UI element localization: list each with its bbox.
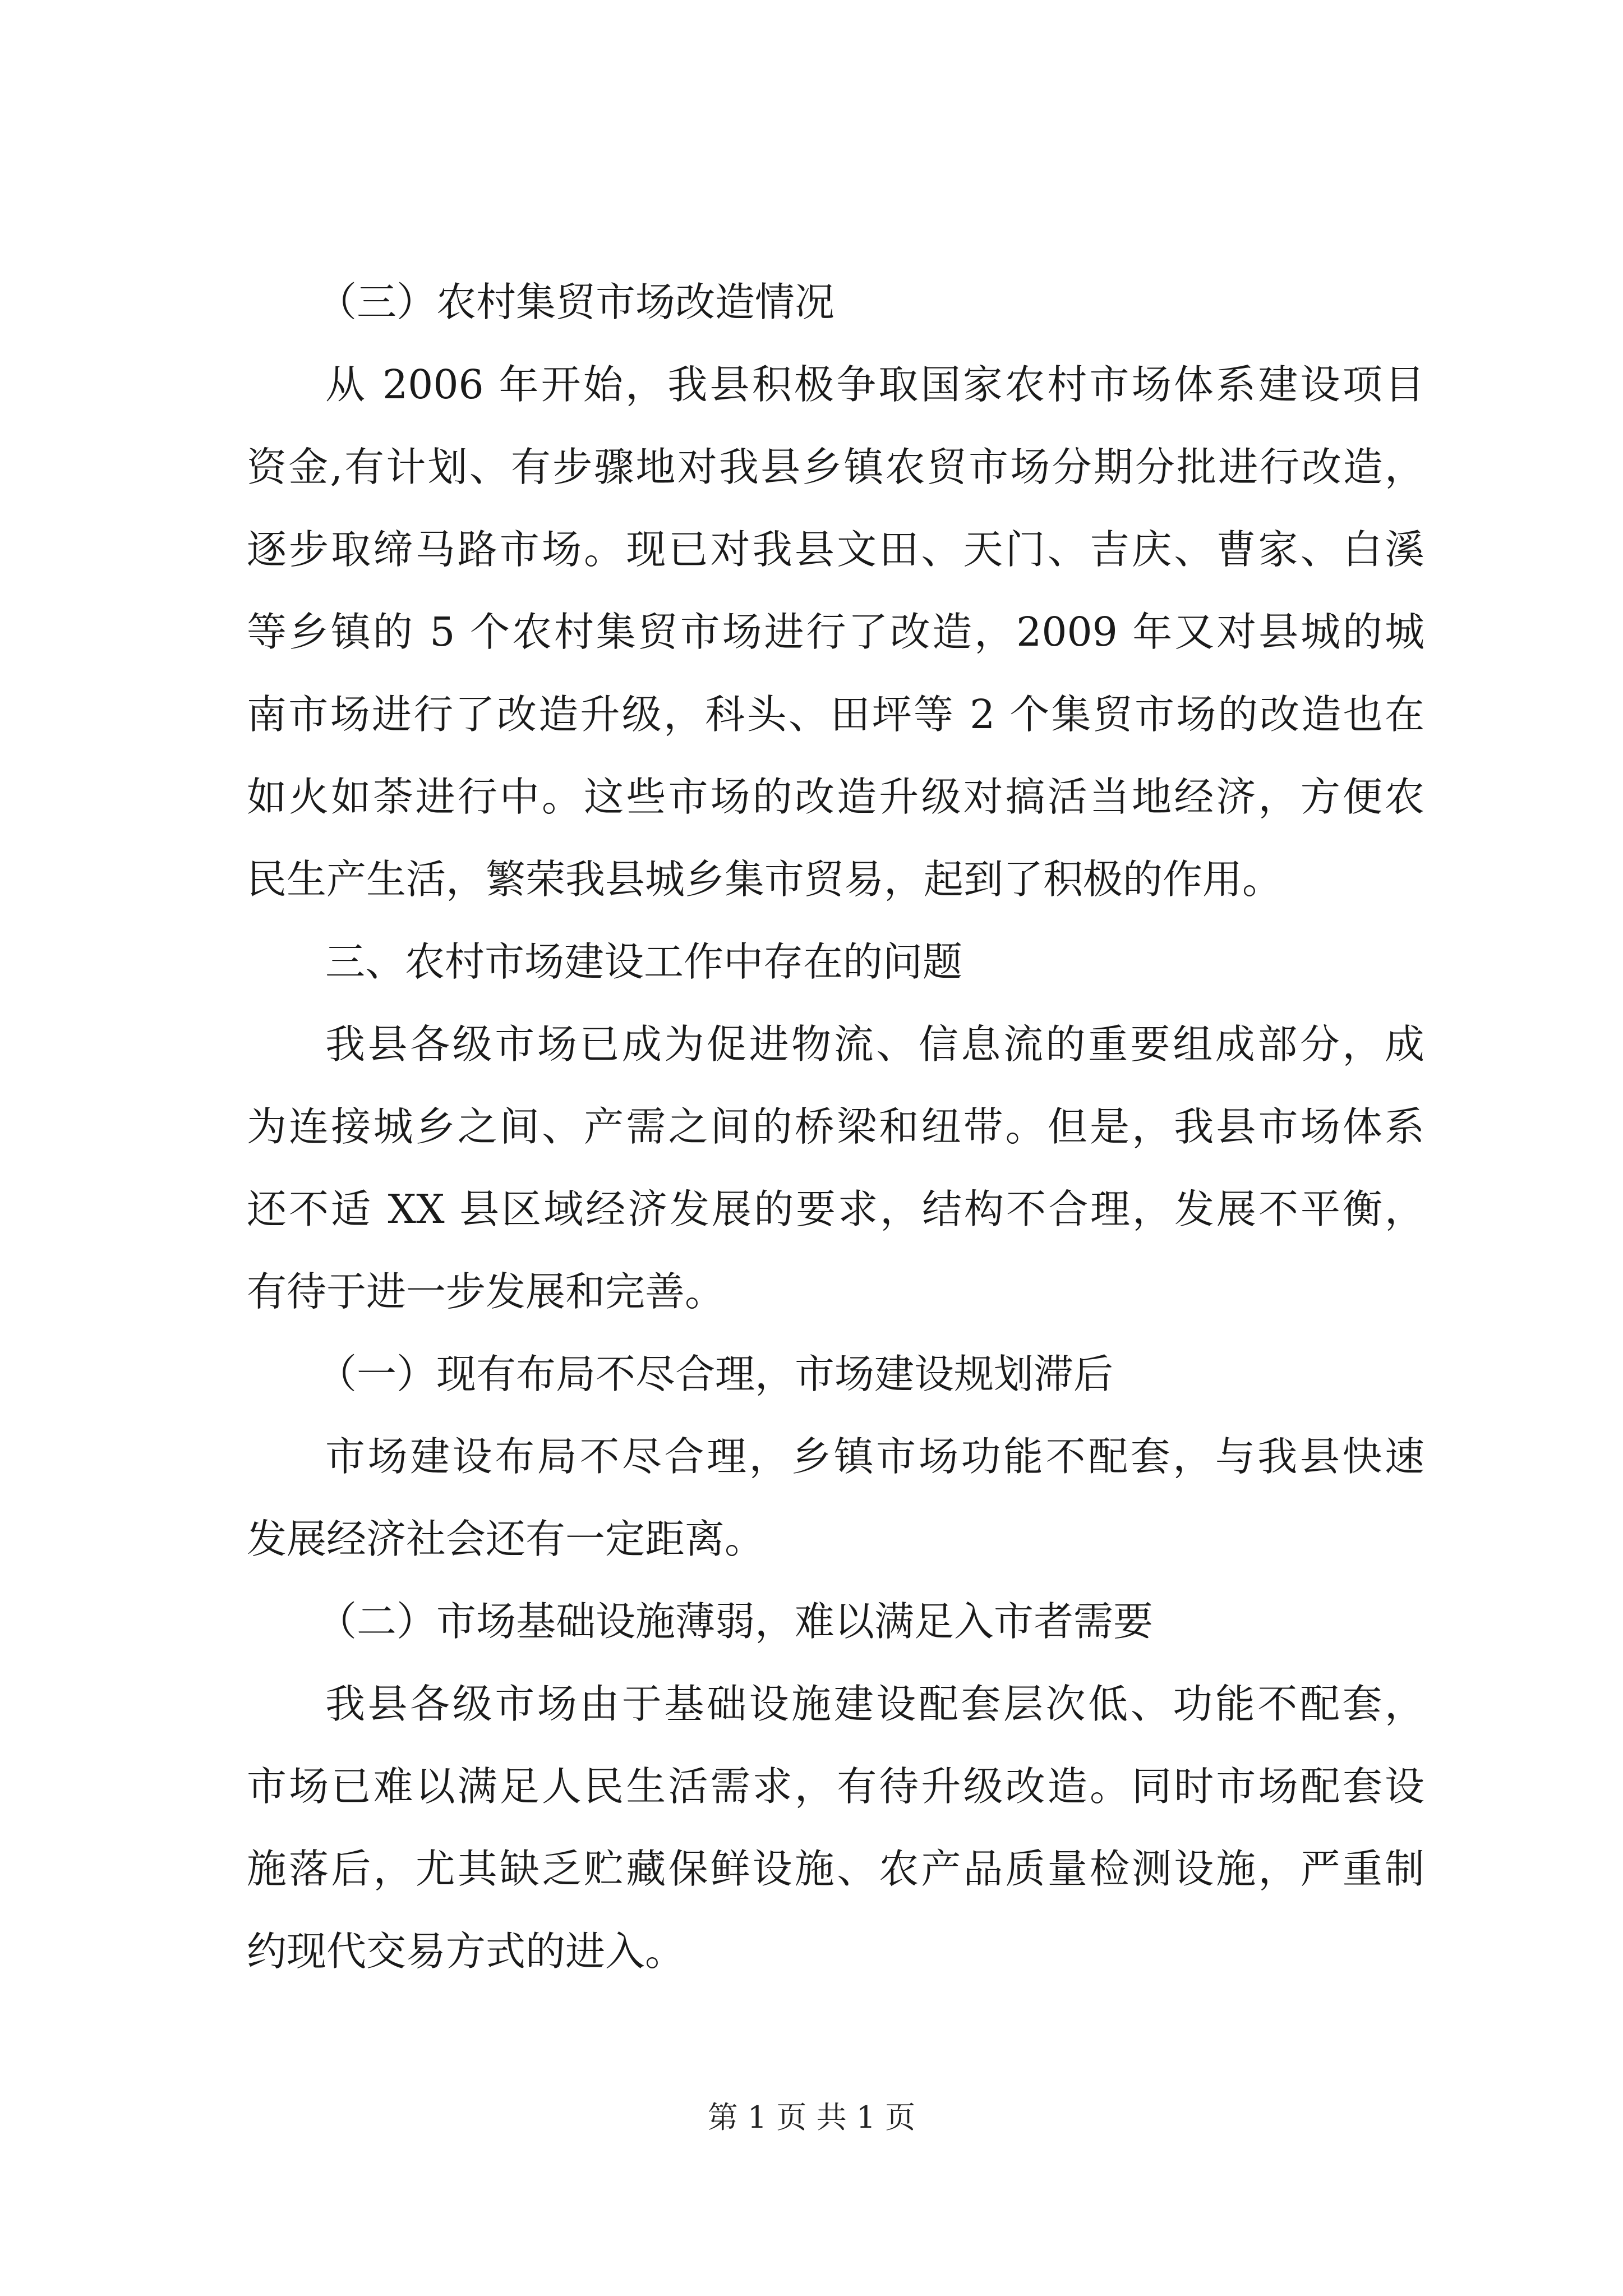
section-heading: 三、农村市场建设工作中存在的问题 — [325, 938, 963, 985]
paragraph-line: 施落后，尤其缺乏贮藏保鲜设施、农产品质量检测设施，严重制 — [247, 1846, 1424, 1892]
paragraph-line: 逐步取缔马路市场。现已对我县文田、天门、吉庆、曹家、白溪 — [247, 526, 1424, 573]
subsection-heading: （一）现有布局不尽合理，市场建设规划滞后 — [317, 1351, 1114, 1397]
document-body — [247, 261, 1424, 1993]
paragraph-line: 资金,有计划、有步骤地对我县乡镇农贸市场分期分批进行改造， — [247, 444, 1424, 490]
page-footer: 第 1 页 共 1 页 — [707, 2100, 916, 2135]
subsection-heading: （二）市场基础设施薄弱，难以满足入市者需要 — [317, 1598, 1154, 1645]
paragraph-first-line: 我县各级市场由于基础设施建设配套层次低、功能不配套， — [325, 1681, 1424, 1727]
paragraph-first-line: 市场建设布局不尽合理，乡镇市场功能不配套，与我县快速 — [325, 1433, 1424, 1480]
paragraph-line: 南市场进行了改造升级，科头、田坪等 2 个集贸市场的改造也在 — [247, 691, 1424, 738]
paragraph-line: 市场已难以满足人民生活需求，有待升级改造。同时市场配套设 — [247, 1763, 1424, 1810]
paragraph-line: 还不适 XX 县区域经济发展的要求，结构不合理，发展不平衡， — [247, 1186, 1424, 1232]
paragraph-line: 等乡镇的 5 个农村集贸市场进行了改造，2009 年又对县城的城 — [247, 609, 1424, 655]
paragraph-line: 为连接城乡之间、产需之间的桥梁和纽带。但是，我县市场体系 — [247, 1103, 1424, 1150]
paragraph-first-line: 我县各级市场已成为促进物流、信息流的重要组成部分，成 — [325, 1021, 1424, 1068]
paragraph-line: 民生产生活，繁荣我县城乡集市贸易，起到了积极的作用。 — [247, 856, 1283, 903]
paragraph-line: 发展经济社会还有一定距离。 — [247, 1516, 765, 1562]
paragraph-line: 有待于进一步发展和完善。 — [247, 1268, 725, 1315]
paragraph-line: 约现代交易方式的进入。 — [247, 1928, 685, 1975]
subsection-heading: （三）农村集贸市场改造情况 — [317, 279, 835, 325]
paragraph-first-line: 从 2006 年开始，我县积极争取国家农村市场体系建设项目 — [325, 361, 1424, 408]
paragraph-line: 如火如荼进行中。这些市场的改造升级对搞活当地经济，方便农 — [247, 774, 1424, 820]
